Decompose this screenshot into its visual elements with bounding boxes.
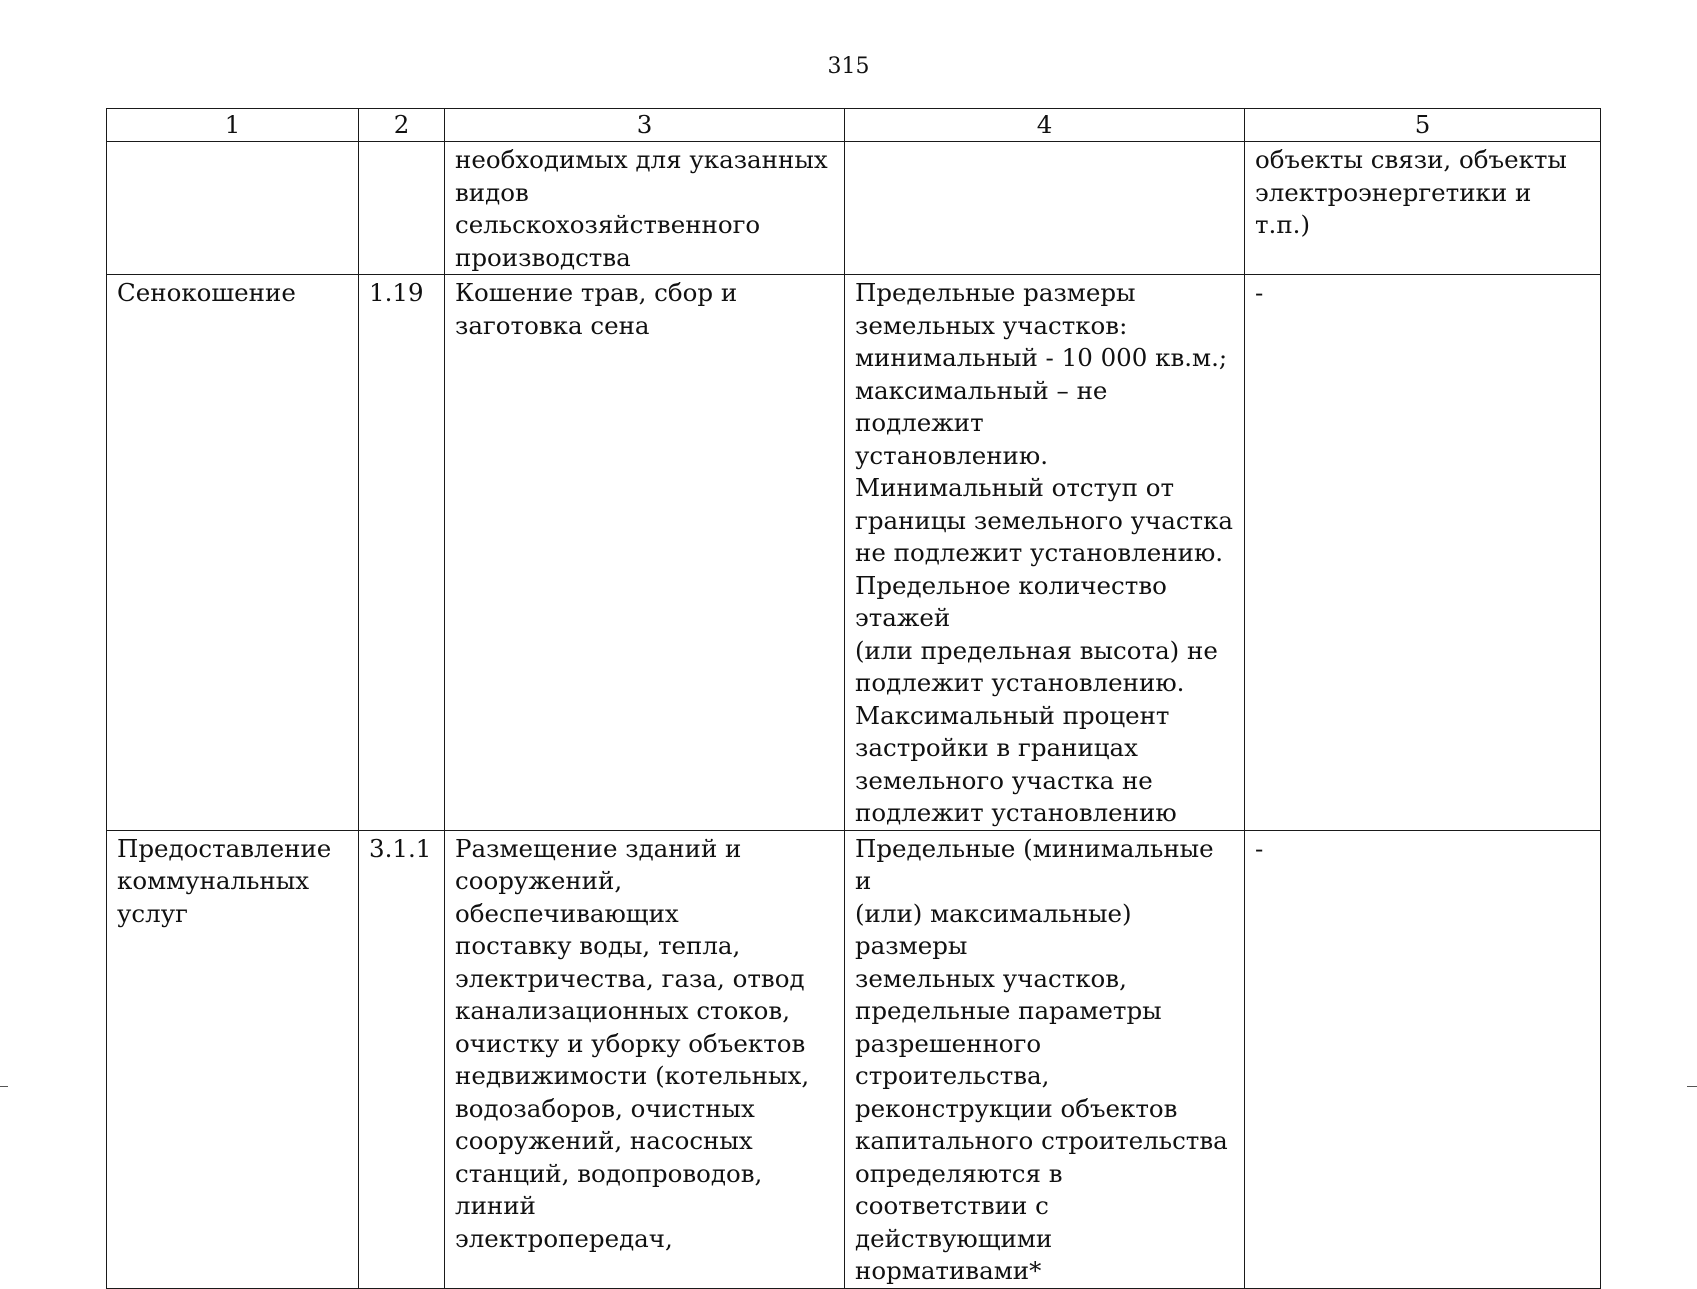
scan-edge-mark [1687,1086,1697,1087]
column-header-5: 5 [1245,109,1601,142]
table-row-continuation [107,142,1601,275]
cell-parameters [845,142,1245,275]
column-header-4: 4 [845,109,1245,142]
cell-parameters: Предельные (минимальные и (или) максимальные) размеры земельных участков, предельные параметры разрешенного строительства, реконструкции объектов капитального строительства определяются в соответствии с действующими нормативами* [845,830,1245,1288]
column-header-2: 2 [359,109,445,142]
land-use-table [106,108,1601,1289]
cell-code: 1.19 [359,275,445,831]
cell-code [359,142,445,275]
cell-name [107,142,359,275]
cell-restrictions: объекты связи, объекты электроэнергетики и т.п.) [1245,142,1601,275]
column-header-1: 1 [107,109,359,142]
cell-name: Предоставление коммунальных услуг [107,830,359,1288]
cell-parameters: Предельные размеры земельных участков: минимальный - 10 000 кв.м.; максимальный – не подлежит установлению. Минимальный отступ от границы земельного участка не подлежит установлению. Предельное количество этажей (или предельная высота) не подлежит установлению. Максимальный процент застройки в границах земельного участка не подлежит установлению [845,275,1245,831]
cell-description: Кошение трав, сбор и заготовка сена [445,275,845,831]
table-row-utilities [107,830,1601,1288]
table-row-haymaking [107,275,1601,831]
column-header-3: 3 [445,109,845,142]
scan-edge-mark [0,1086,8,1087]
cell-description: необходимых для указанных видов сельскохозяйственного производства [445,142,845,275]
cell-restrictions: - [1245,830,1601,1288]
cell-description: Размещение зданий и сооружений, обеспечивающих поставку воды, тепла, электричества, газа, отвод канализационных стоков, очистку и уборку объектов недвижимости (котельных, водозаборов, очистных сооружений, насосных станций, водопроводов, линий электропередач, [445,830,845,1288]
page-number: 315 [827,54,870,79]
table-header-row [107,109,1601,142]
cell-name: Сенокошение [107,275,359,831]
cell-restrictions: - [1245,275,1601,831]
cell-code: 3.1.1 [359,830,445,1288]
